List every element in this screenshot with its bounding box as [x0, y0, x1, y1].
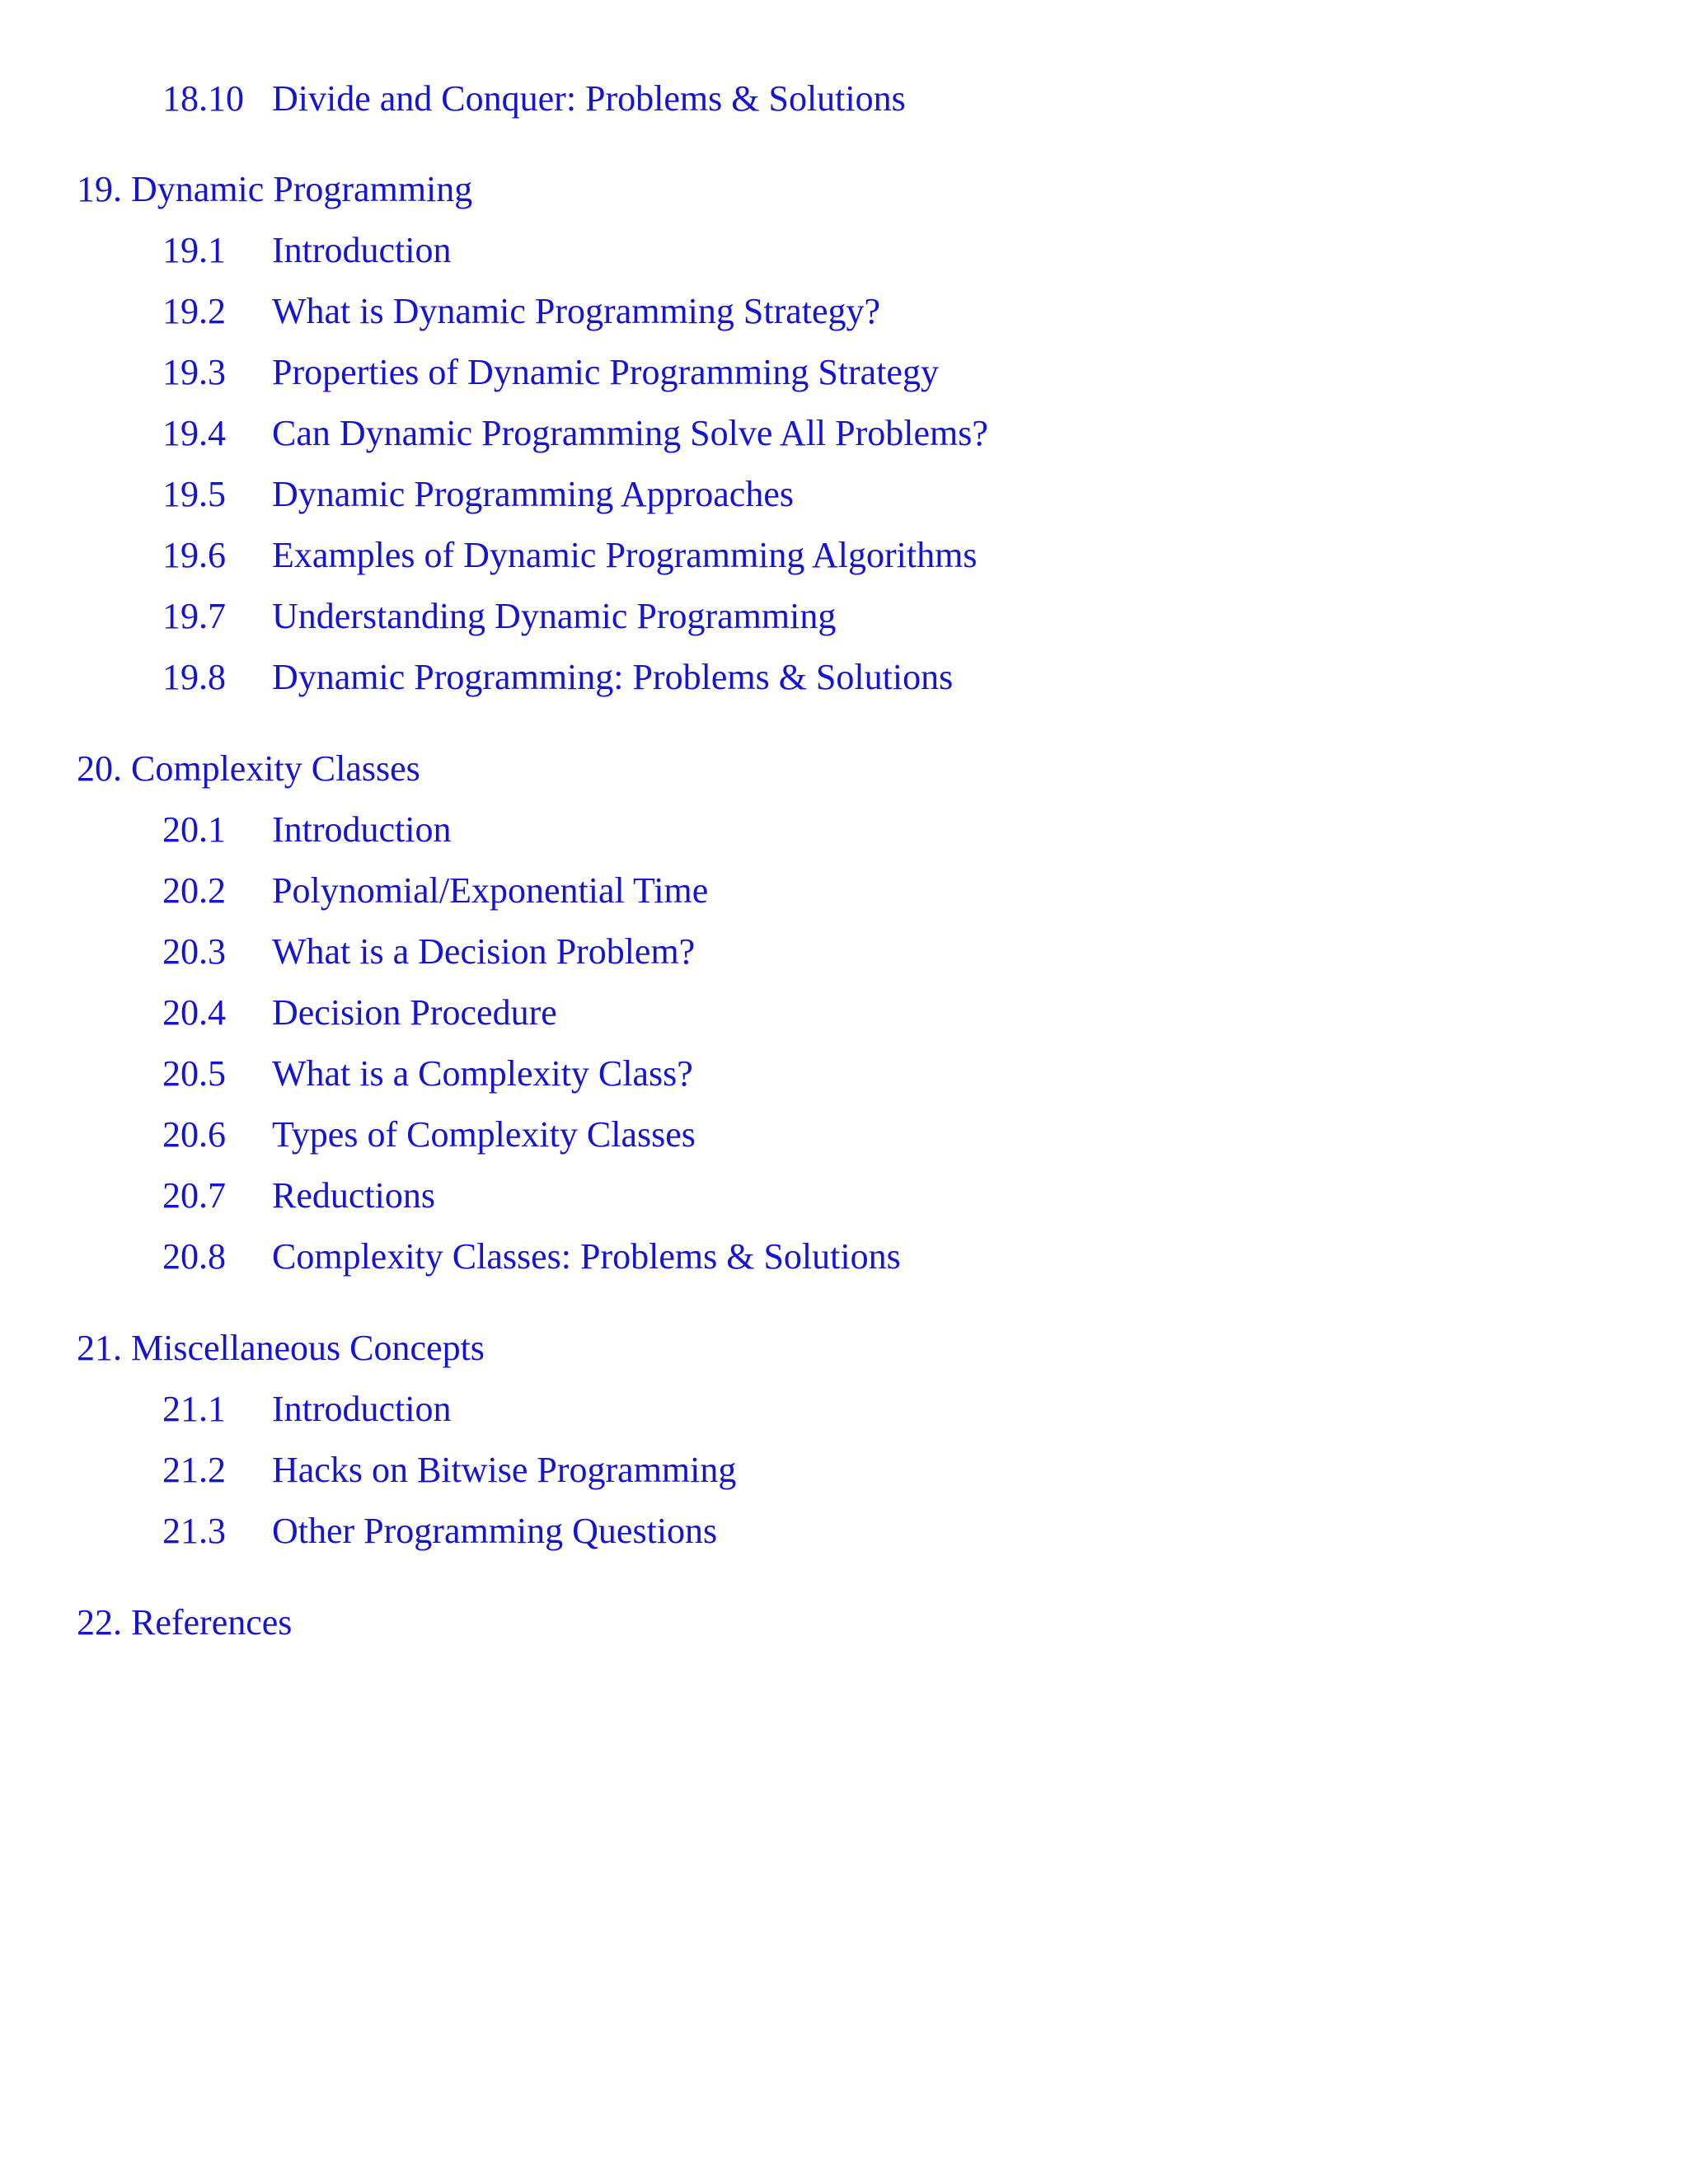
section-number: 18.10: [162, 78, 244, 119]
toc-chapter-22[interactable]: 22. References: [77, 1602, 293, 1643]
section-title: Can Dynamic Programming Solve All Problems?: [272, 413, 988, 453]
section-title: Introduction: [272, 230, 452, 270]
section-title: Introduction: [272, 809, 452, 850]
section-title: Dynamic Programming Approaches: [272, 474, 794, 514]
toc-section-20-3[interactable]: [162, 927, 695, 977]
section-number: 19.8: [162, 657, 226, 697]
section-number: 20.4: [162, 992, 226, 1033]
toc-chapter-20[interactable]: 20. Complexity Classes: [77, 748, 420, 789]
toc-section-19-5[interactable]: [162, 470, 794, 519]
section-title: What is Dynamic Programming Strategy?: [272, 291, 881, 331]
section-number: 20.3: [162, 931, 226, 972]
section-title: Understanding Dynamic Programming: [272, 596, 837, 636]
section-number: 19.5: [162, 474, 226, 514]
section-title: Introduction: [272, 1389, 452, 1429]
toc-section-21-2[interactable]: [162, 1446, 736, 1495]
section-title: Decision Procedure: [272, 992, 557, 1033]
section-title: Divide and Conquer: Problems & Solutions: [272, 78, 906, 119]
section-number: 19.4: [162, 413, 226, 453]
toc-section-20-6[interactable]: [162, 1110, 696, 1160]
toc-section-20-4[interactable]: [162, 988, 557, 1038]
section-number: 20.1: [162, 809, 226, 850]
section-number: 19.1: [162, 230, 226, 270]
section-number: 19.2: [162, 291, 226, 331]
section-number: 20.6: [162, 1114, 226, 1155]
toc-section-19-2[interactable]: [162, 287, 880, 336]
toc-chapter-21[interactable]: 21. Miscellaneous Concepts: [77, 1328, 485, 1368]
toc-section-19-1[interactable]: [162, 226, 452, 275]
toc-section-19-4[interactable]: [162, 409, 988, 458]
section-title: Properties of Dynamic Programming Strategy: [272, 352, 939, 392]
toc-chapter-19[interactable]: 19. Dynamic Programming: [77, 169, 473, 209]
section-number: 20.2: [162, 870, 226, 911]
toc-section-20-2[interactable]: [162, 866, 708, 916]
section-number: 19.7: [162, 596, 226, 636]
section-title: What is a Decision Problem?: [272, 931, 696, 972]
section-title: Polynomial/Exponential Time: [272, 870, 709, 911]
toc-section-19-8[interactable]: [162, 653, 953, 702]
toc-section-21-1[interactable]: [162, 1385, 452, 1434]
section-title: Types of Complexity Classes: [272, 1114, 696, 1155]
section-title: Complexity Classes: Problems & Solutions: [272, 1236, 901, 1277]
section-number: 21.2: [162, 1450, 226, 1490]
toc-section-19-3[interactable]: [162, 348, 939, 397]
section-title: Hacks on Bitwise Programming: [272, 1450, 737, 1490]
toc-section-21-3[interactable]: [162, 1507, 717, 1556]
section-title: Other Programming Questions: [272, 1511, 718, 1551]
section-title: What is a Complexity Class?: [272, 1053, 693, 1094]
toc-section-19-7[interactable]: [162, 592, 836, 641]
section-title: Dynamic Programming: Problems & Solutions: [272, 657, 954, 697]
section-number: 21.3: [162, 1511, 226, 1551]
section-number: 20.8: [162, 1236, 226, 1277]
section-number: 19.3: [162, 352, 226, 392]
section-number: 20.7: [162, 1175, 226, 1216]
toc-section-20-1[interactable]: [162, 805, 452, 855]
toc-section-20-8[interactable]: [162, 1232, 901, 1282]
section-title: Reductions: [272, 1175, 435, 1216]
toc-section-19-6[interactable]: [162, 531, 977, 580]
toc-section-18-10[interactable]: [162, 74, 906, 124]
section-number: 19.6: [162, 535, 226, 575]
section-title: Examples of Dynamic Programming Algorithms: [272, 535, 978, 575]
toc-section-20-5[interactable]: [162, 1049, 693, 1099]
section-number: 21.1: [162, 1389, 226, 1429]
toc-section-20-7[interactable]: [162, 1171, 435, 1221]
section-number: 20.5: [162, 1053, 226, 1094]
